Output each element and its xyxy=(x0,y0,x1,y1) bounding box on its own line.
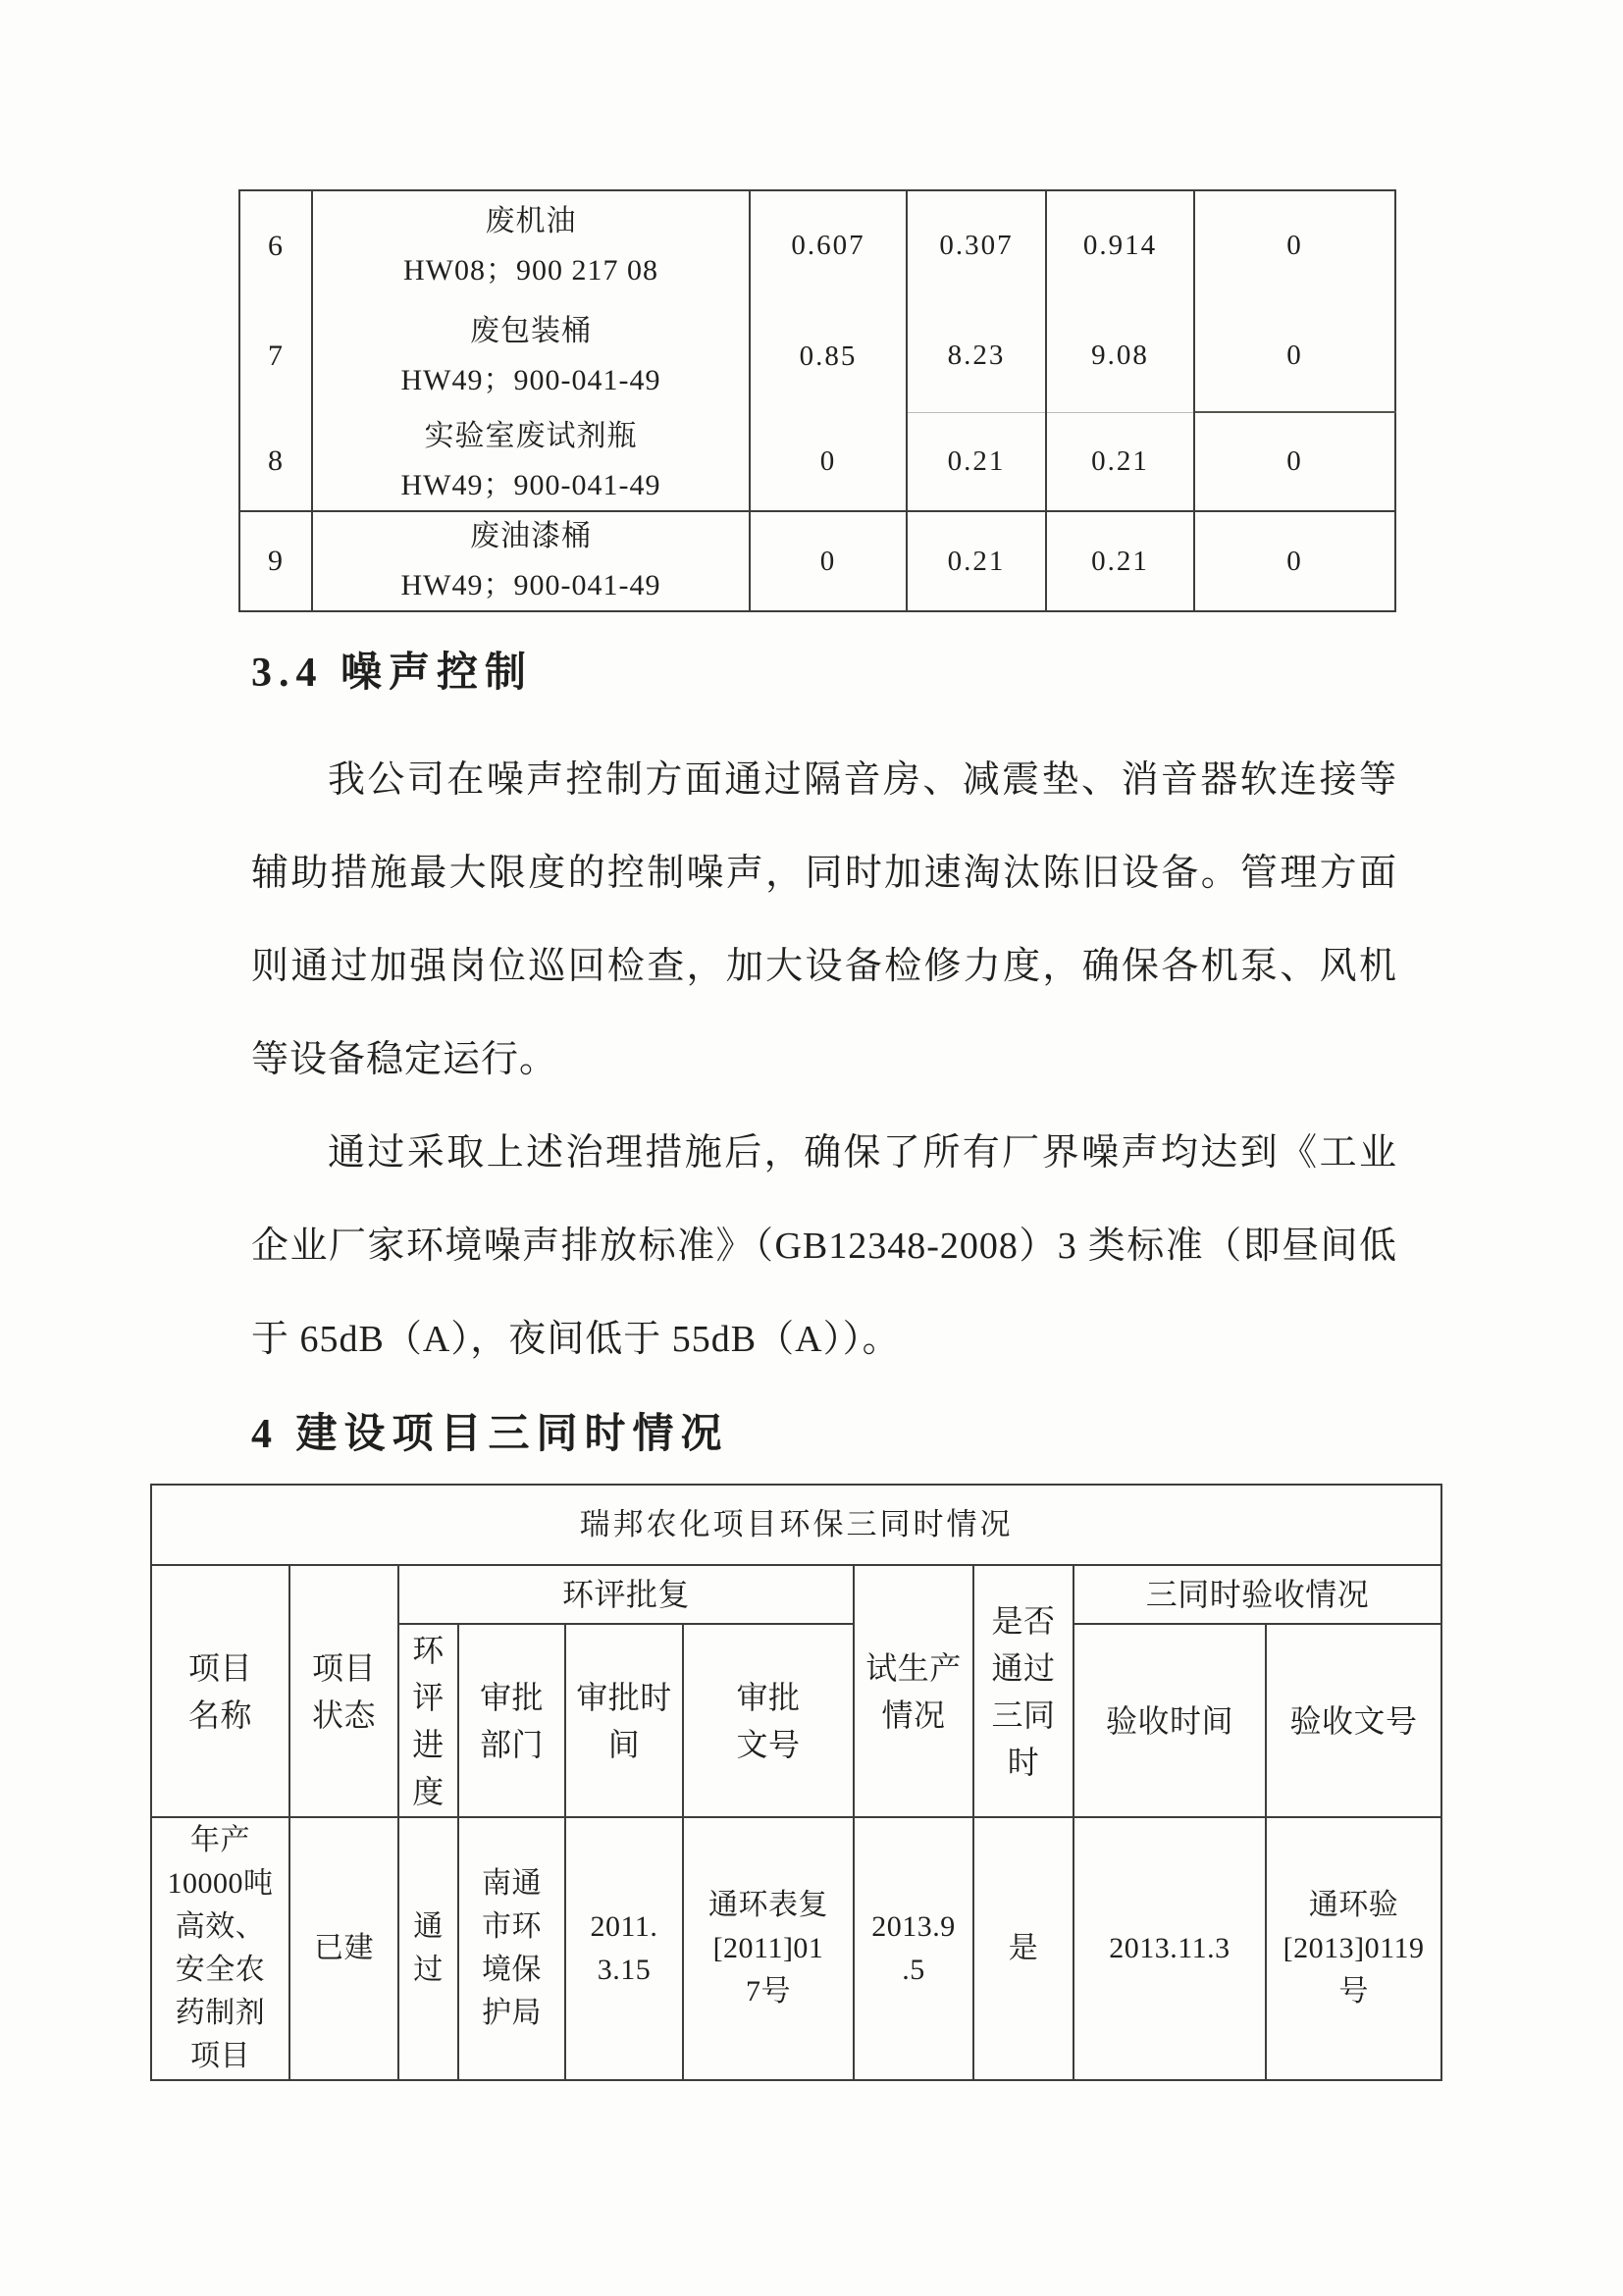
waste-code: HW49；900-041-49 xyxy=(400,569,661,601)
table-row xyxy=(239,300,1395,412)
waste-row-no: 7 xyxy=(239,300,312,412)
section-heading-noise-control: 3.4 噪声控制 xyxy=(251,651,534,696)
cell-approval-dept: 南通市环境保护局 xyxy=(458,1817,565,2080)
col-group-acceptance: 三同时验收情况 xyxy=(1073,1565,1441,1624)
table-row xyxy=(151,1817,1441,2080)
col-header-eia-progress: 环评进度 xyxy=(398,1624,458,1817)
waste-name: 废机油 xyxy=(485,204,577,237)
waste-value: 0.21 xyxy=(1046,511,1194,611)
waste-value: 0.914 xyxy=(1046,190,1194,300)
cell-pass-three-simultaneous: 是 xyxy=(973,1817,1073,2080)
waste-name: 实验室废试剂瓶 xyxy=(424,420,638,452)
col-header-project-name: 项目名称 xyxy=(151,1565,289,1817)
table-title: 瑞邦农化项目环保三同时情况 xyxy=(151,1485,1441,1565)
waste-value: 0 xyxy=(1194,511,1395,611)
section-heading-three-simultaneous: 4 建设项目三同时情况 xyxy=(251,1412,729,1457)
col-header-trial-production: 试生产情况 xyxy=(854,1565,973,1817)
waste-value: 8.23 xyxy=(907,300,1046,412)
col-header-approval-doc: 审批文号 xyxy=(683,1624,854,1817)
table-row xyxy=(239,412,1395,511)
waste-value: 0.21 xyxy=(1046,412,1194,511)
table-row xyxy=(151,1565,1441,1624)
waste-row-no: 8 xyxy=(239,412,312,511)
col-header-approval-time: 审批时间 xyxy=(565,1624,683,1817)
waste-name: 废油漆桶 xyxy=(470,520,592,552)
cell-acceptance-time: 2013.11.3 xyxy=(1073,1817,1266,2080)
waste-code: HW49；900-041-49 xyxy=(400,364,661,396)
waste-name-cell xyxy=(312,300,750,412)
waste-name-cell xyxy=(312,412,750,511)
waste-code: HW49；900-041-49 xyxy=(400,469,661,501)
cell-approval-time: 2011.3.15 xyxy=(565,1817,683,2080)
col-header-pass-three-simultaneous: 是否通过三同时 xyxy=(973,1565,1073,1817)
waste-name: 废包装桶 xyxy=(470,315,592,347)
col-header-acceptance-time: 验收时间 xyxy=(1073,1624,1266,1817)
noise-paragraph-2: 通过采取上述治理措施后，确保了所有厂界噪声均达到《工业企业厂家环境噪声排放标准》（GB12348-2008）3 类标准（即昼间低于 65dB（A），夜间低于 55dB（A））。 xyxy=(251,1132,1397,1360)
table-row xyxy=(239,511,1395,611)
waste-value: 0.21 xyxy=(907,511,1046,611)
table-row xyxy=(151,1485,1441,1565)
waste-value: 0.21 xyxy=(907,412,1046,511)
waste-value: 0 xyxy=(1194,412,1395,511)
cell-project-status: 已建 xyxy=(289,1817,398,2080)
waste-value: 0.607 xyxy=(750,190,907,300)
waste-code: HW08；900 217 08 xyxy=(403,253,658,287)
table-row xyxy=(239,190,1395,300)
col-header-acceptance-doc: 验收文号 xyxy=(1266,1624,1441,1817)
cell-project-name: 年产10000吨高效、安全农药制剂项目 xyxy=(151,1817,289,2080)
waste-name-cell xyxy=(312,190,750,300)
waste-value: 0 xyxy=(1194,300,1395,412)
waste-row-no: 9 xyxy=(239,511,312,611)
cell-approval-doc: 通环表复[2011]017号 xyxy=(683,1817,854,2080)
cell-trial-production: 2013.9.5 xyxy=(854,1817,973,2080)
hazardous-waste-table xyxy=(238,189,1396,612)
cell-eia-progress: 通过 xyxy=(398,1817,458,2080)
noise-paragraph-1: 我公司在噪声控制方面通过隔音房、减震垫、消音器软连接等辅助措施最大限度的控制噪声，同时加速淘汰陈旧设备。管理方面则通过加强岗位巡回检查，加大设备检修力度，确保各机泵、风机等设备稳定运行。 xyxy=(251,759,1397,1080)
col-header-project-status: 项目状态 xyxy=(289,1565,398,1817)
waste-value: 9.08 xyxy=(1046,300,1194,412)
waste-value: 0 xyxy=(1194,190,1395,300)
col-group-eia-approval: 环评批复 xyxy=(398,1565,854,1624)
three-simultaneous-table xyxy=(150,1484,1442,2081)
waste-value: 0.307 xyxy=(907,190,1046,300)
waste-name-cell xyxy=(312,511,750,611)
waste-value: 0.85 xyxy=(750,300,907,412)
waste-row-no: 6 xyxy=(239,190,312,300)
waste-value: 0 xyxy=(750,511,907,611)
cell-acceptance-doc: 通环验[2013]0119号 xyxy=(1266,1817,1441,2080)
col-header-approval-dept: 审批部门 xyxy=(458,1624,565,1817)
waste-value: 0 xyxy=(750,412,907,511)
